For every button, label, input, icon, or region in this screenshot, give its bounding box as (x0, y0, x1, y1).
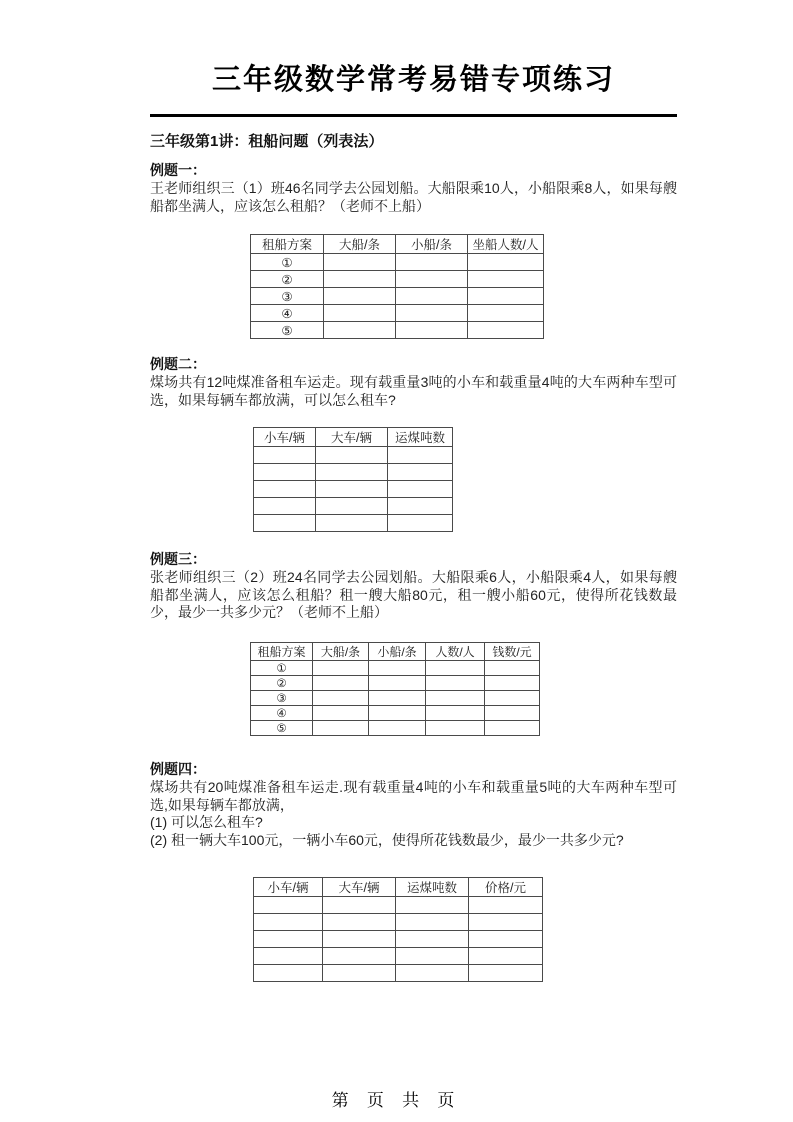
table-row (254, 481, 453, 498)
empty-cell (396, 305, 468, 322)
table-row (251, 691, 540, 706)
table-row (254, 897, 543, 914)
lecture-heading: 三年级第1讲：租船问题（列表法） (150, 133, 384, 150)
empty-cell (254, 481, 316, 498)
table-header-cell: 小船/条 (369, 643, 426, 661)
empty-cell (396, 271, 468, 288)
empty-cell (369, 676, 426, 691)
problem-3-text: 张老师组织三（2）班24名同学去公园划船。大船限乘6人，小船限乘4人，如果每艘船都坐满人，应该怎么租船？租一艘大船80元，租一艘小船60元，使得所花钱数最少，最少一共多少元？（老师不上船） (150, 569, 677, 620)
table-row (254, 464, 453, 481)
empty-cell (485, 661, 540, 676)
empty-cell (323, 914, 396, 931)
table-row (254, 914, 543, 931)
empty-cell (313, 721, 369, 736)
plan-number-cell: ③ (251, 288, 324, 305)
empty-cell (388, 515, 453, 532)
empty-cell (369, 721, 426, 736)
problem-3-table (250, 642, 540, 736)
table-header-cell: 大船/条 (313, 643, 369, 661)
table-row (254, 965, 543, 982)
table-header-cell: 小车/辆 (254, 878, 323, 897)
problem-3-label: 例题三： (150, 551, 206, 567)
empty-cell (426, 676, 485, 691)
table-header-cell: 小车/辆 (254, 428, 316, 447)
table-header-cell: 钱数/元 (485, 643, 540, 661)
table-row (251, 721, 540, 736)
table-header-row (254, 428, 453, 447)
empty-cell (254, 897, 323, 914)
empty-cell (469, 965, 543, 982)
table-header-row (251, 643, 540, 661)
problem-4-table (253, 877, 543, 982)
empty-cell (426, 721, 485, 736)
problem-1-table (250, 234, 544, 339)
table-row (251, 271, 544, 288)
table-header-row (251, 235, 544, 254)
problem-1-text: 王老师组织三（1）班46名同学去公园划船。大船限乘10人，小船限乘8人，如果每艘船都坐满人，应该怎么租船？（老师不上船） (150, 180, 677, 214)
plan-number-cell: ② (251, 676, 313, 691)
empty-cell (468, 271, 544, 288)
empty-cell (316, 447, 388, 464)
plan-number-cell: ④ (251, 706, 313, 721)
empty-cell (323, 897, 396, 914)
empty-cell (396, 965, 469, 982)
problem-4-label: 例题四： (150, 761, 206, 777)
table-row (254, 498, 453, 515)
empty-cell (316, 498, 388, 515)
empty-cell (396, 931, 469, 948)
empty-cell (324, 254, 396, 271)
empty-cell (323, 965, 396, 982)
table-header-cell: 租船方案 (251, 643, 313, 661)
problem-4-text (150, 779, 677, 849)
empty-cell (324, 288, 396, 305)
table-row (251, 661, 540, 676)
empty-cell (254, 965, 323, 982)
table-header-cell: 租船方案 (251, 235, 324, 254)
empty-cell (316, 515, 388, 532)
empty-cell (485, 706, 540, 721)
problem-4-line-2: (1) 可以怎么租车? (150, 814, 263, 830)
empty-cell (468, 288, 544, 305)
empty-cell (254, 447, 316, 464)
problem-2-label: 例题二： (150, 356, 206, 372)
empty-cell (313, 691, 369, 706)
empty-cell (324, 271, 396, 288)
plan-number-cell: ⑤ (251, 721, 313, 736)
table-header-cell: 小船/条 (396, 235, 468, 254)
empty-cell (316, 481, 388, 498)
empty-cell (324, 322, 396, 339)
empty-cell (369, 706, 426, 721)
empty-cell (485, 691, 540, 706)
table-header-cell: 人数/人 (426, 643, 485, 661)
empty-cell (254, 914, 323, 931)
empty-cell (316, 464, 388, 481)
empty-cell (388, 498, 453, 515)
table-header-cell: 运煤吨数 (396, 878, 469, 897)
table-row (251, 305, 544, 322)
empty-cell (468, 254, 544, 271)
empty-cell (369, 661, 426, 676)
empty-cell (426, 691, 485, 706)
empty-cell (396, 948, 469, 965)
problem-2-table (253, 427, 453, 532)
problem-2-text: 煤场共有12吨煤准备租车运走。现有载重量3吨的小车和载重量4吨的大车两种车型可选，如果每辆车都放满，可以怎么租车? (150, 374, 677, 408)
page-title: 三年级数学常考易错专项练习 (211, 64, 615, 96)
table-header-cell: 运煤吨数 (388, 428, 453, 447)
empty-cell (469, 914, 543, 931)
table-row (251, 254, 544, 271)
plan-number-cell: ④ (251, 305, 324, 322)
table-header-cell: 大船/条 (324, 235, 396, 254)
empty-cell (254, 948, 323, 965)
empty-cell (468, 322, 544, 339)
empty-cell (388, 464, 453, 481)
table-header-cell: 价格/元 (469, 878, 543, 897)
empty-cell (396, 914, 469, 931)
empty-cell (485, 676, 540, 691)
empty-cell (254, 931, 323, 948)
empty-cell (469, 948, 543, 965)
empty-cell (426, 661, 485, 676)
empty-cell (313, 676, 369, 691)
plan-number-cell: ⑤ (251, 322, 324, 339)
table-header-cell: 大车/辆 (323, 878, 396, 897)
empty-cell (396, 322, 468, 339)
empty-cell (369, 691, 426, 706)
plan-number-cell: ③ (251, 691, 313, 706)
empty-cell (254, 498, 316, 515)
empty-cell (469, 931, 543, 948)
table-header-cell: 大车/辆 (316, 428, 388, 447)
empty-cell (323, 931, 396, 948)
table-row (251, 676, 540, 691)
empty-cell (313, 661, 369, 676)
empty-cell (396, 897, 469, 914)
empty-cell (426, 706, 485, 721)
empty-cell (388, 447, 453, 464)
table-header-cell: 坐船人数/人 (468, 235, 544, 254)
problem-4-line-1: 煤场共有20吨煤准备租车运走.现有载重量4吨的小车和载重量5吨的大车两种车型可选,如果每辆车都放满， (150, 779, 677, 813)
plan-number-cell: ② (251, 271, 324, 288)
table-row (251, 706, 540, 721)
table-header-row (254, 878, 543, 897)
table-row (254, 515, 453, 532)
empty-cell (313, 706, 369, 721)
plan-number-cell: ① (251, 661, 313, 676)
empty-cell (396, 288, 468, 305)
page-footer: 第 页 共 页 (331, 1091, 462, 1110)
empty-cell (323, 948, 396, 965)
empty-cell (485, 721, 540, 736)
empty-cell (254, 464, 316, 481)
table-row (251, 322, 544, 339)
empty-cell (324, 305, 396, 322)
problem-1-label: 例题一： (150, 162, 206, 178)
empty-cell (396, 254, 468, 271)
plan-number-cell: ① (251, 254, 324, 271)
empty-cell (468, 305, 544, 322)
table-row (254, 931, 543, 948)
empty-cell (469, 897, 543, 914)
title-divider (150, 114, 677, 117)
empty-cell (388, 481, 453, 498)
empty-cell (254, 515, 316, 532)
problem-4-line-3: (2) 租一辆大车100元，一辆小车60元，使得所花钱数最少，最少一共多少元? (150, 831, 624, 848)
table-row (251, 288, 544, 305)
table-row (254, 447, 453, 464)
table-row (254, 948, 543, 965)
